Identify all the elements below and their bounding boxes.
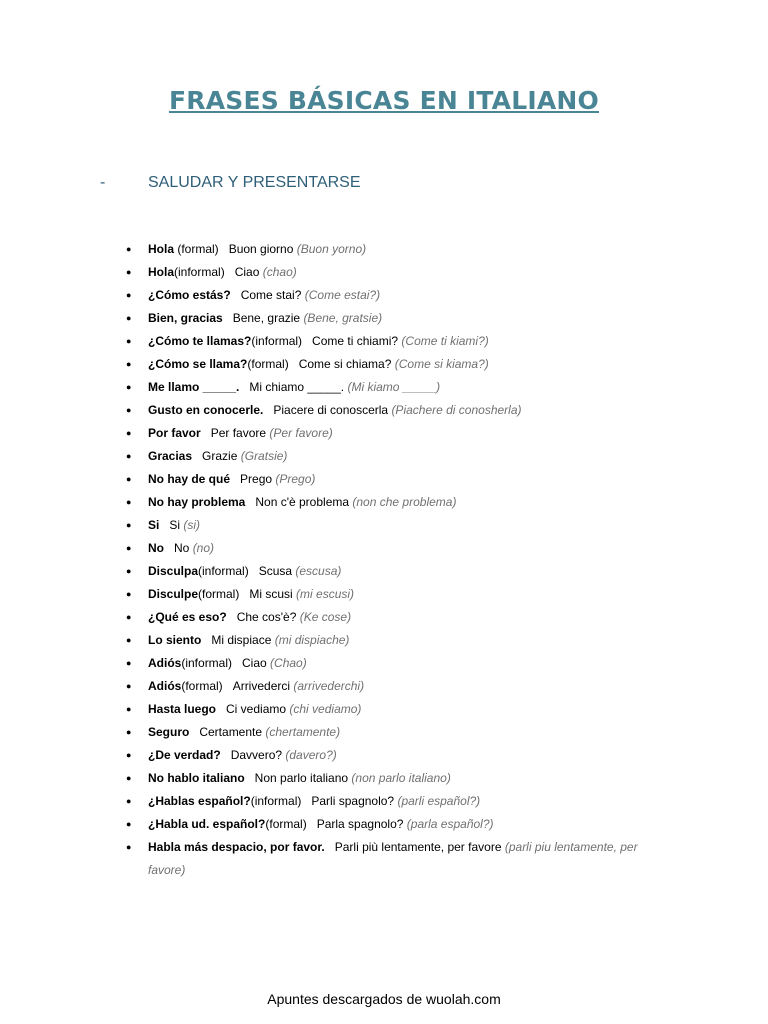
phrase-item: [126, 353, 648, 376]
italian-phrase: Che cos'è?: [236, 610, 297, 624]
italian-phrase: Scusa: [258, 564, 293, 578]
pronunciation: (Gratsie): [240, 449, 288, 463]
spanish-phrase: Me llamo _____.: [148, 380, 240, 394]
pronunciation: (arrivederchi): [293, 679, 365, 693]
phrase-item: [126, 629, 648, 652]
spanish-phrase: Hola: [148, 265, 175, 279]
phrase-item: [126, 606, 648, 629]
phrase-item: [126, 790, 648, 813]
spanish-phrase: Habla más despacio, por favor.: [148, 840, 325, 854]
spanish-note: (informal): [251, 334, 303, 348]
phrase-item: [126, 330, 648, 353]
bullet-icon: ●: [126, 405, 132, 415]
phrase-item: [126, 560, 648, 583]
italian-phrase: Ciao: [242, 656, 267, 670]
pronunciation: (parli español?): [397, 794, 481, 808]
pronunciation: (no): [192, 541, 215, 555]
phrase-item: [126, 767, 648, 790]
bullet-icon: ●: [126, 451, 132, 461]
pronunciation: (chao): [262, 265, 297, 279]
bullet-icon: ●: [126, 589, 132, 599]
italian-phrase: Mi dispiace: [211, 633, 272, 647]
bullet-icon: ●: [126, 681, 132, 691]
phrase-item: [126, 284, 648, 307]
spanish-note: (formal): [198, 587, 240, 601]
bullet-icon: ●: [126, 474, 132, 484]
bullet-icon: ●: [126, 704, 132, 714]
section-label: SALUDAR Y PRESENTARSE: [148, 174, 361, 191]
pronunciation: (Mi kiamo _____): [347, 380, 441, 394]
spanish-note: (formal): [181, 679, 223, 693]
spanish-phrase: Gusto en conocerle.: [148, 403, 264, 417]
spanish-phrase: ¿Hablas español?: [148, 794, 251, 808]
bullet-icon: ●: [126, 750, 132, 760]
italian-phrase: Prego: [240, 472, 273, 486]
spanish-phrase: ¿Qué es eso?: [148, 610, 227, 624]
spanish-phrase: ¿De verdad?: [148, 748, 221, 762]
phrase-item: [126, 813, 648, 836]
phrase-item: [126, 445, 648, 468]
spanish-note: (formal): [174, 242, 219, 256]
bullet-icon: ●: [126, 497, 132, 507]
bullet-icon: ●: [126, 267, 132, 277]
pronunciation: (parla español?): [406, 817, 494, 831]
pronunciation: (Buon yorno): [296, 242, 367, 256]
spanish-phrase: No: [148, 541, 164, 555]
italian-phrase: Si: [169, 518, 181, 532]
spanish-phrase: Adiós: [148, 679, 182, 693]
phrase-item: [126, 675, 648, 698]
spanish-phrase: Por favor: [148, 426, 201, 440]
pronunciation: (Prego): [275, 472, 316, 486]
italian-phrase: Non parlo italiano: [254, 771, 349, 785]
spanish-phrase: Gracias: [148, 449, 193, 463]
pronunciation: (Come estai?): [304, 288, 381, 302]
italian-phrase: Come si chiama?: [298, 357, 392, 371]
phrase-item: [126, 836, 648, 882]
spanish-note: (informal): [250, 794, 302, 808]
footer-text: Apuntes descargados de wuolah.com: [267, 991, 501, 1007]
italian-phrase: Mi scusi: [249, 587, 293, 601]
pronunciation: (Chao): [270, 656, 307, 670]
pronunciation: (Piachere di conosherla): [391, 403, 522, 417]
phrase-item: [126, 468, 648, 491]
bullet-icon: ●: [126, 520, 132, 530]
italian-phrase: Ciao: [234, 265, 260, 279]
spanish-phrase: ¿Habla ud. español?: [148, 817, 266, 831]
bullet-icon: ●: [126, 290, 132, 300]
italian-phrase: Buon giorno: [228, 242, 294, 256]
spanish-phrase: ¿Cómo te llamas?: [148, 334, 252, 348]
italian-phrase: Ci vediamo: [226, 702, 287, 716]
phrase-item: [126, 537, 648, 560]
phrase-item: [126, 307, 648, 330]
italian-phrase: Non c'è problema: [255, 495, 350, 509]
spanish-phrase: Lo siento: [148, 633, 202, 647]
section-dash: -: [100, 174, 106, 191]
pronunciation: (davero?): [285, 748, 337, 762]
bullet-icon: ●: [126, 727, 132, 737]
spanish-note: (informal): [198, 564, 249, 578]
bullet-icon: ●: [126, 313, 132, 323]
bullet-icon: ●: [126, 359, 132, 369]
bullet-icon: ●: [126, 819, 132, 829]
italian-phrase: No: [174, 541, 190, 555]
italian-phrase: Bene, grazie: [232, 311, 301, 325]
document-title: FRASES BÁSICAS EN ITALIANO: [168, 86, 599, 115]
pronunciation: (si): [183, 518, 201, 532]
spanish-phrase: ¿Cómo se llama?: [148, 357, 248, 371]
spanish-phrase: Hola: [148, 242, 175, 256]
spanish-phrase: Hasta luego: [148, 702, 217, 716]
pronunciation: (escusa): [295, 564, 342, 578]
italian-phrase: Mi chiamo _____.: [249, 380, 345, 394]
italian-phrase: Certamente: [199, 725, 263, 739]
phrase-item: [126, 583, 648, 606]
phrase-item: [126, 422, 648, 445]
bullet-icon: ●: [126, 842, 132, 852]
bullet-icon: ●: [126, 658, 132, 668]
italian-phrase: Come ti chiami?: [312, 334, 399, 348]
phrase-item: [126, 376, 648, 399]
bullet-icon: ●: [126, 612, 132, 622]
italian-phrase: Arrivederci: [232, 679, 291, 693]
pronunciation: (Per favore): [269, 426, 333, 440]
section-heading: [100, 174, 361, 192]
italian-phrase: Parli più lentamente, per favore: [334, 840, 502, 854]
italian-phrase: Piacere di conoscerla: [273, 403, 389, 417]
bullet-icon: ●: [126, 566, 132, 576]
spanish-phrase: Disculpe: [148, 587, 199, 601]
phrase-list: [126, 238, 648, 882]
spanish-phrase: Seguro: [148, 725, 190, 739]
pronunciation: (Come ti kiami?): [401, 334, 489, 348]
bullet-icon: ●: [126, 382, 132, 392]
phrase-item: [126, 744, 648, 767]
phrase-item: [126, 514, 648, 537]
phrase-item: [126, 238, 648, 261]
phrase-item: [126, 491, 648, 514]
pronunciation: (chertamente): [265, 725, 341, 739]
phrase-item: [126, 721, 648, 744]
pronunciation: (chi vediamo): [289, 702, 362, 716]
spanish-phrase: Si: [148, 518, 160, 532]
spanish-note: (formal): [247, 357, 289, 371]
phrase-item: [126, 652, 648, 675]
bullet-icon: ●: [126, 428, 132, 438]
pronunciation: (Come si kiama?): [394, 357, 489, 371]
italian-phrase: Davvero?: [230, 748, 283, 762]
spanish-phrase: No hay problema: [148, 495, 246, 509]
pronunciation: (non che problema): [352, 495, 457, 509]
spanish-note: (informal): [181, 656, 233, 670]
spanish-phrase: Bien, gracias: [148, 311, 223, 325]
italian-phrase: Come stai?: [240, 288, 302, 302]
pronunciation: (mi dispiache): [274, 633, 350, 647]
spanish-note: (formal): [265, 817, 307, 831]
bullet-icon: ●: [126, 543, 132, 553]
italian-phrase: Parli spagnolo?: [311, 794, 395, 808]
spanish-phrase: No hay de qué: [148, 472, 231, 486]
spanish-phrase: Adiós: [148, 656, 182, 670]
spanish-phrase: No hablo italiano: [148, 771, 245, 785]
bullet-icon: ●: [126, 773, 132, 783]
bullet-icon: ●: [126, 244, 132, 254]
spanish-note: (informal): [174, 265, 225, 279]
italian-phrase: Parla spagnolo?: [316, 817, 404, 831]
italian-phrase: Per favore: [210, 426, 267, 440]
pronunciation: (Bene, gratsie): [303, 311, 383, 325]
phrase-item: [126, 698, 648, 721]
bullet-icon: ●: [126, 635, 132, 645]
bullet-icon: ●: [126, 796, 132, 806]
pronunciation: (mi escusi): [296, 587, 355, 601]
bullet-icon: ●: [126, 336, 132, 346]
spanish-phrase: ¿Cómo estás?: [148, 288, 231, 302]
phrase-item: [126, 399, 648, 422]
phrase-item: [126, 261, 648, 284]
pronunciation: (non parlo italiano): [351, 771, 451, 785]
spanish-phrase: Disculpa: [148, 564, 199, 578]
pronunciation: (parli piu lentamente, per favore): [148, 840, 638, 877]
pronunciation: (Ke cose): [299, 610, 352, 624]
italian-phrase: Grazie: [202, 449, 238, 463]
